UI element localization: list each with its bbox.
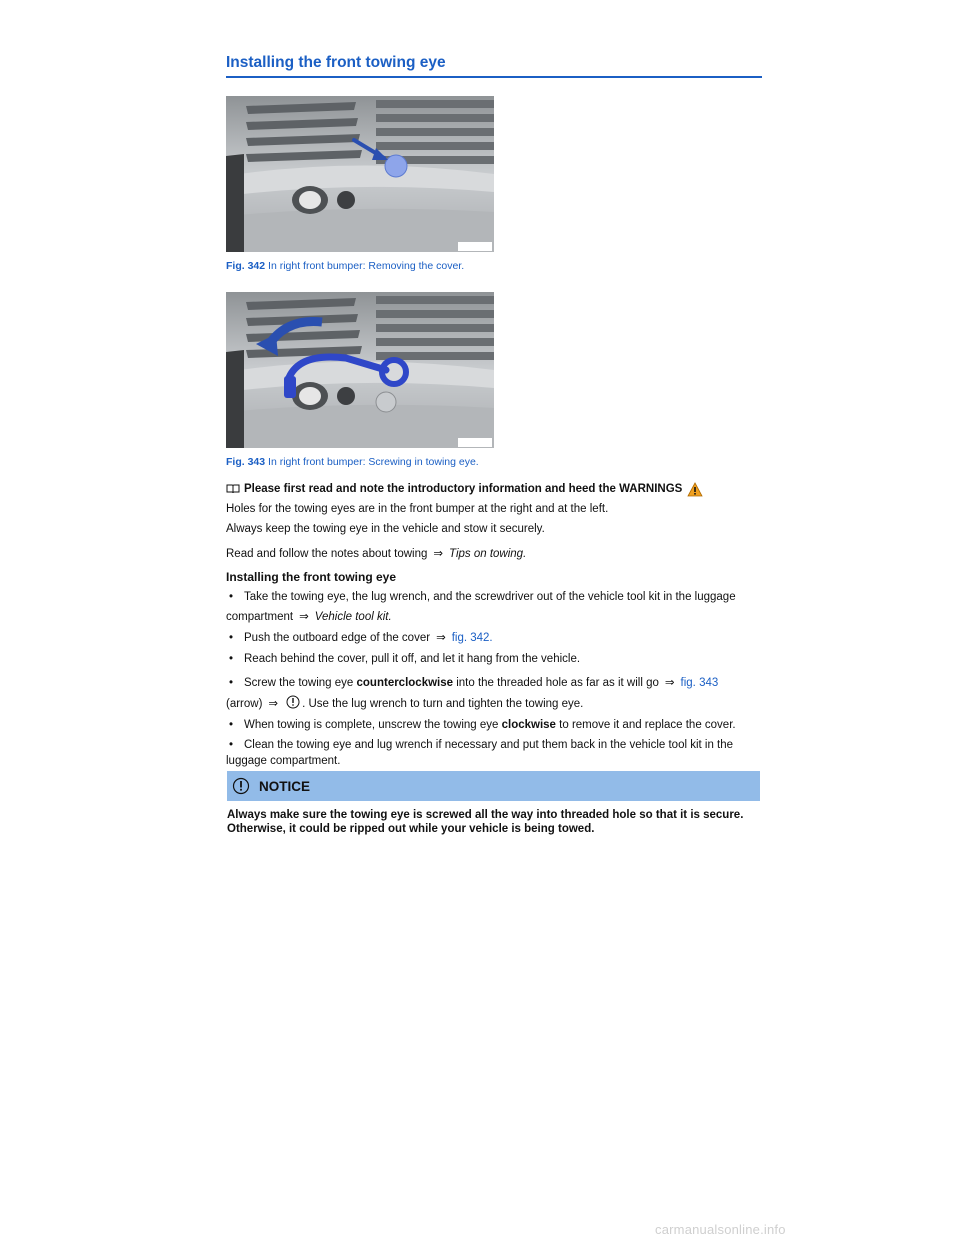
step-text: to remove it and replace the cover. xyxy=(559,719,736,731)
bullet: • xyxy=(229,719,234,731)
page-title: Installing the front towing eye xyxy=(226,53,762,78)
paragraph-holes: Holes for the towing eyes are in the front bumper at the right and at the left. xyxy=(226,503,609,515)
notice-exclamation-icon xyxy=(232,777,250,795)
notice-text: Always make sure the towing eye is screwed all the way into threaded hole so that it is secure. Otherwise, it could be ripped out while your vehicle is being towed. xyxy=(227,809,744,835)
paragraph-towing-note xyxy=(226,546,526,562)
intro-text: Please first read and note the introductory information and heed the WARNINGS xyxy=(244,483,683,495)
list-item xyxy=(226,717,762,733)
towing-eye-photo xyxy=(226,292,494,448)
list-item xyxy=(226,651,762,667)
step-text: Clean the towing eye and lug wrench if necessary and put them back in the vehicle tool kit in the xyxy=(244,739,734,751)
step-emphasis: counterclockwise xyxy=(356,677,454,689)
xref-arrow: ⇒ xyxy=(664,677,675,689)
notice-exclamation-icon[interactable] xyxy=(286,695,300,709)
step-text-line2: luggage compartment. xyxy=(226,755,341,767)
paragraph-keep-eye: Always keep the towing eye in the vehicle and stow it securely. xyxy=(226,523,545,535)
step-text: When towing is complete, unscrew the towing eye xyxy=(244,719,499,731)
bullet: • xyxy=(229,632,234,644)
fig-342-link[interactable]: fig. 342. xyxy=(451,632,493,644)
step-text-line2 xyxy=(226,695,762,712)
list-item xyxy=(226,675,762,712)
warning-triangle-icon[interactable] xyxy=(687,482,703,497)
figure-342-image xyxy=(226,96,494,252)
step-text: Screw the towing eye xyxy=(244,677,354,689)
watermark: carmanualsonline.info xyxy=(655,1222,786,1237)
section-heading: Installing the front towing eye xyxy=(226,570,397,584)
figure-caption-text: In right front bumper: Removing the cover. xyxy=(268,260,465,272)
bullet: • xyxy=(229,591,234,603)
step-text: compartment xyxy=(226,611,294,623)
figure-343-image xyxy=(226,292,494,448)
figure-number: Fig. 343 xyxy=(226,456,266,468)
bullet: • xyxy=(229,677,234,689)
intro-warning-line xyxy=(226,481,703,497)
bumper-cover-photo xyxy=(226,96,494,252)
step-text-line2 xyxy=(226,609,762,625)
list-item xyxy=(226,737,762,769)
list-item xyxy=(226,630,762,646)
step-text: Take the towing eye, the lug wrench, and the screwdriver out of the vehicle tool kit in the luggage xyxy=(244,591,736,603)
figure-caption-text: In right front bumper: Screwing in towing eye. xyxy=(268,456,479,468)
figure-number: Fig. 342 xyxy=(226,260,266,272)
xref-arrow: ⇒ xyxy=(436,632,446,644)
notice-header xyxy=(227,771,760,801)
xref-arrow: ⇒ xyxy=(299,611,309,623)
step-text: Reach behind the cover, pull it off, and let it hang from the vehicle. xyxy=(244,653,581,665)
step-text: . Use the lug wrench to turn and tighten the towing eye. xyxy=(302,698,584,710)
xref-arrow: ⇒ xyxy=(268,698,279,710)
step-emphasis: clockwise xyxy=(501,719,556,731)
bullet: • xyxy=(229,739,234,751)
xref-arrow: ⇒ xyxy=(433,548,444,560)
step-list xyxy=(226,589,762,769)
towing-note-text: Read and follow the notes about towing xyxy=(226,548,428,560)
step-text: (arrow) xyxy=(226,698,263,710)
bullet: • xyxy=(229,653,234,665)
vehicle-tool-kit-link[interactable]: Vehicle tool kit. xyxy=(314,611,392,623)
step-text: into the threaded hole as far as it will go xyxy=(456,677,659,689)
tips-on-towing-link[interactable]: Tips on towing. xyxy=(449,548,527,560)
book-icon xyxy=(226,484,240,494)
figure-343-caption xyxy=(226,455,479,469)
list-item xyxy=(226,589,762,625)
notice-label: NOTICE xyxy=(259,778,311,794)
step-text: Push the outboard edge of the cover xyxy=(244,632,431,644)
fig-343-link[interactable]: fig. 343 xyxy=(680,677,719,689)
figure-342-caption xyxy=(226,259,464,273)
